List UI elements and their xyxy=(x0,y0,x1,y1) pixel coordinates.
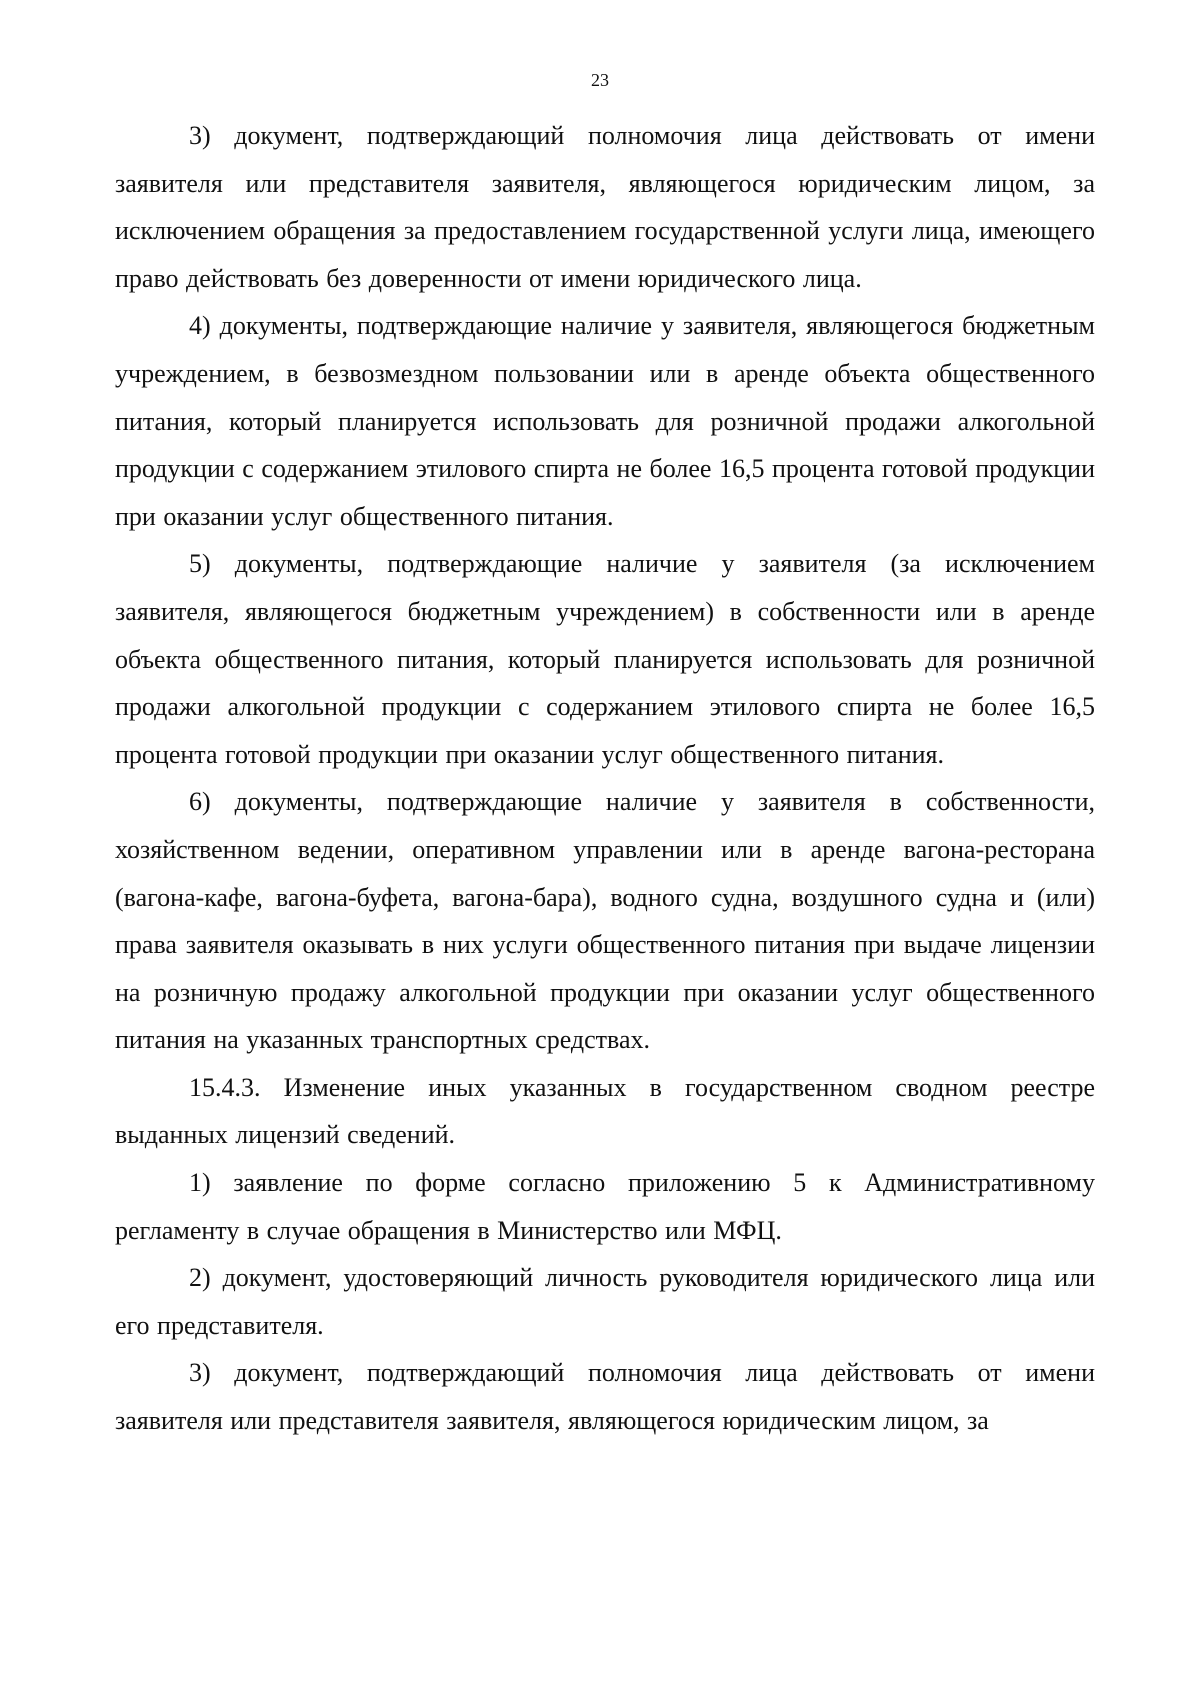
paragraph-item-4-budget-institution-documents: 4) документы, подтверждающие наличие у заявителя, являющегося бюджетным учреждением, в безвозмездном пользовании или в аренде объекта общественного питания, который планируется использовать для розничной продажи алкогольной продукции с содержанием этилового спирта не более 16,5 процента готовой продукции при оказании услуг общественного питания. xyxy=(115,311,1095,531)
paragraph-item-3-authority-document-continued: 3) документ, подтверждающий полномочия лица действовать от имени заявителя или представителя заявителя, являющегося юридическим лицом, за xyxy=(115,1358,1095,1436)
paragraph-item-3-authority-document: 3) документ, подтверждающий полномочия лица действовать от имени заявителя или представителя заявителя, являющегося юридическим лицом, за исключением обращения за предоставлением государственной услуги лица, имеющего право действовать без доверенности от имени юридического лица. xyxy=(115,121,1095,293)
paragraph-item-5-ownership-documents: 5) документы, подтверждающие наличие у заявителя (за исключением заявителя, являющегося бюджетным учреждением) в собственности или в аренде объекта общественного питания, который планируется использовать для розничной продажи алкогольной продукции с содержанием этилового спирта не более 16,5 процента готовой продукции при оказании услуг общественного питания. xyxy=(115,549,1095,769)
paragraph-item-6-transport-documents: 6) документы, подтверждающие наличие у заявителя в собственности, хозяйственном ведении, оперативном управлении или в аренде вагона-ресторана (вагона-кафе, вагона-буфета, вагона-бара), водного судна, воздушного судна и (или) права заявителя оказывать в них услуги общественного питания при выдаче лицензии на розничную продажу алкогольной продукции при оказании услуг общественного питания на указанных транспортных средствах. xyxy=(115,787,1095,1055)
paragraph-item-1-application: 1) заявление по форме согласно приложению 5 к Административному регламенту в случае обращения в Министерство или МФЦ. xyxy=(115,1168,1095,1245)
paragraph-item-2-identity-document: 2) документ, удостоверяющий личность руководителя юридического лица или его представителя. xyxy=(115,1263,1095,1340)
section-heading-15-4-3: 15.4.3. Изменение иных указанных в государственном сводном реестре выданных лицензий сведений. xyxy=(115,1072,1095,1150)
page-number: 23 xyxy=(591,70,609,90)
document-body xyxy=(115,112,1095,1445)
